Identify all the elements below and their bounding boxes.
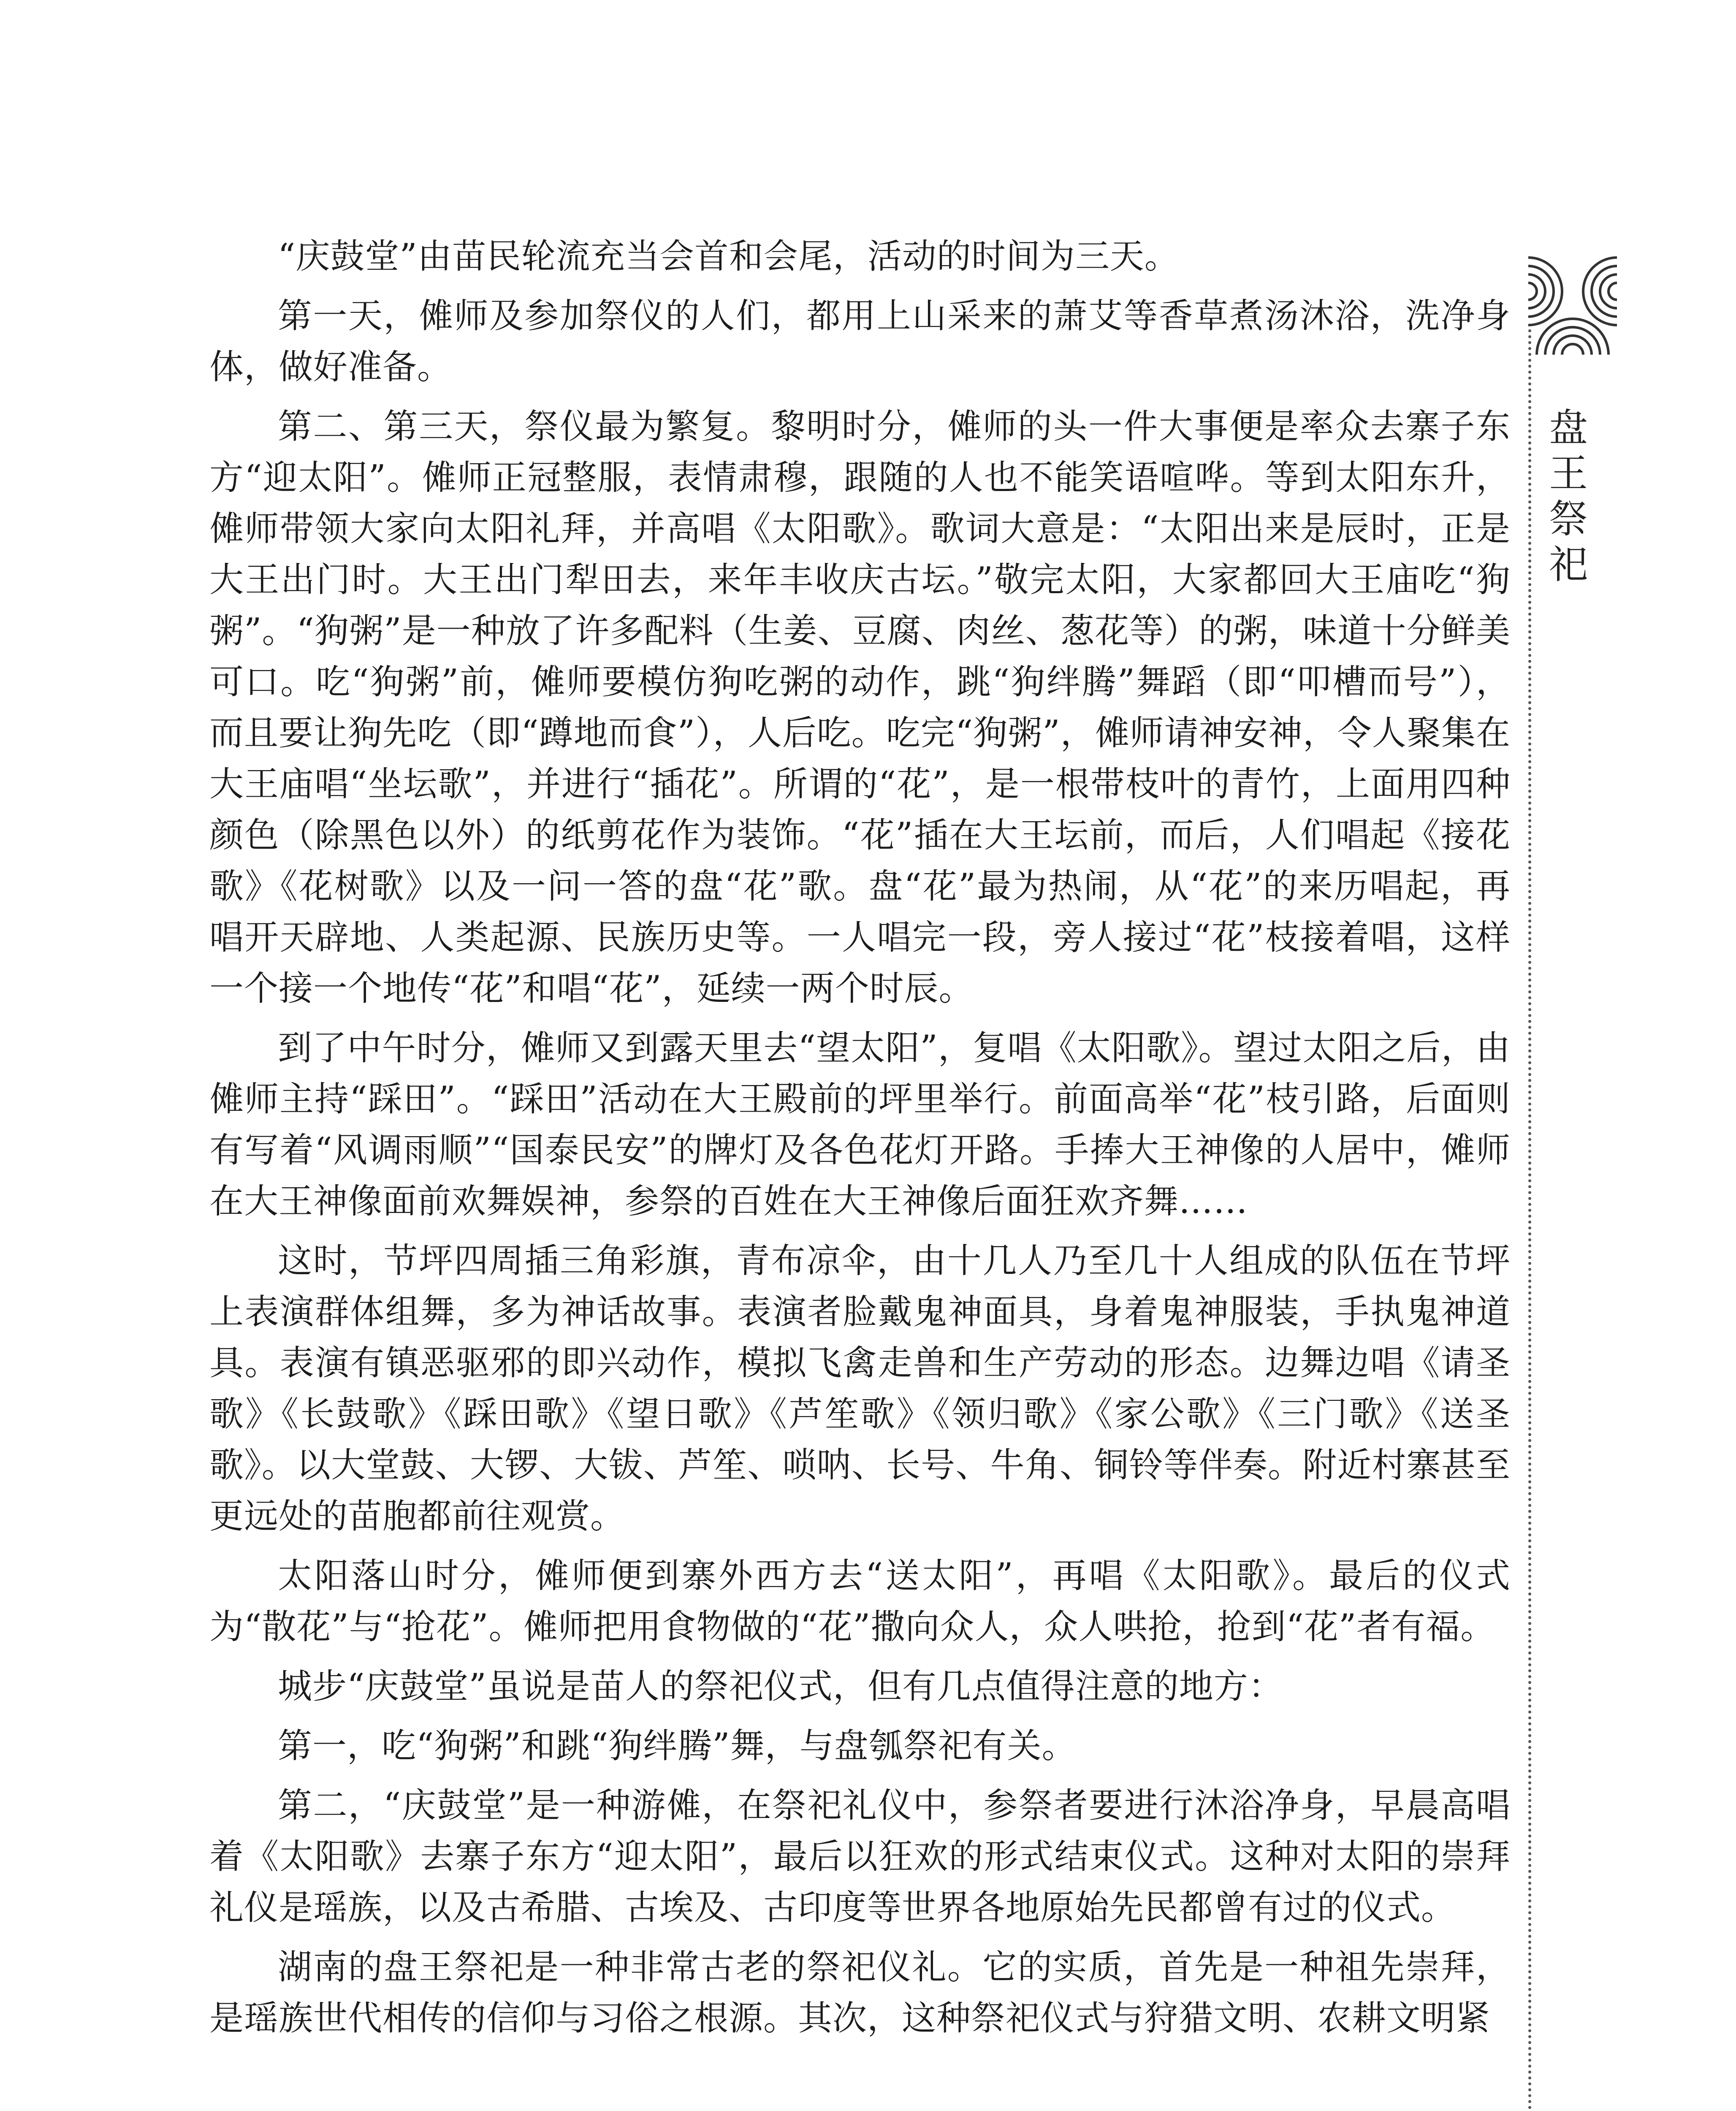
paragraph-6: 太阳落山时分，傩师便到寨外西方去“送太阳”，再唱《太阳歌》。最后的仪式为“散花”与“抢花”。傩师把用食物做的“花”撒向众人，众人哄抢，抢到“花”者有福。 <box>209 1556 1511 1647</box>
paragraph-3: 第二、第三天，祭仪最为繁复。黎明时分，傩师的头一件大事便是率众去寨子东方“迎太阳”。傩师正冠整服，表情肃穆，跟随的人也不能笑语喧哗。等到太阳东升，傩师带领大家向太阳礼拜，并高唱《太阳歌》。歌词大意是：“太阳出来是辰时，正是大王出门时。大王出门犁田去，来年丰收庆古坛。”敬完太阳，大家都回大王庙吃“狗粥”。“狗粥”是一种放了许多配料（生姜、豆腐、肉丝、葱花等）的粥，味道十分鲜美可口。吃“狗粥”前，傩师要模仿狗吃粥的动作，跳“狗绊腾”舞蹈（即“叩槽而号”），而且要让狗先吃（即“蹲地而食”），人后吃。吃完“狗粥”，傩师请神安神，令人聚集在大王庙唱“坐坛歌”，并进行“插花”。所谓的“花”，是一根带枝叶的青竹，上面用四种颜色（除黑色以外）的纸剪花作为装饰。“花”插在大王坛前，而后，人们唱起《接花歌》《花树歌》以及一问一答的盘“花”歌。盘“花”最为热闹，从“花”的来历唱起，再唱开天辟地、人类起源、民族历史等。一人唱完一段，旁人接过“花”枝接着唱，这样一个接一个地传“花”和唱“花”，延续一两个时辰。 <box>209 407 1511 1009</box>
paragraph-8: 第一，吃“狗粥”和跳“狗绊腾”舞，与盘瓠祭祀有关。 <box>278 1726 1077 1766</box>
paragraph-1: “庆鼓堂”由苗民轮流充当会首和会尾，活动的时间为三天。 <box>278 237 1179 277</box>
paragraph-4: 到了中午时分，傩师又到露天里去“望太阳”，复唱《太阳歌》。望过太阳之后，由傩师主持“踩田”。“踩田”活动在大王殿前的坪里举行。前面高举“花”枝引路，后面则有写着“风调雨顺”“国泰民安”的牌灯及各色花灯开路。手捧大王神像的人居中，傩师在大王神像面前欢舞娱神，参祭的百姓在大王神像后面狂欢齐舞…… <box>209 1028 1511 1221</box>
paragraph-10: 湖南的盘王祭祀是一种非常古老的祭祀仪礼。它的实质，首先是一种祖先崇拜，是瑶族世代相传的信仰与习俗之根源。其次，这种祭祀仪式与狩猎文明、农耕文明紧 <box>209 1948 1511 2038</box>
margin-dotted-rule <box>1528 329 1531 2111</box>
body-text <box>209 231 1511 2044</box>
paragraph-9: 第二，“庆鼓堂”是一种游傩，在祭祀礼仪中，参祭者要进行沐浴净身，早晨高唱着《太阳歌》去寨子东方“迎太阳”，最后以狂欢的形式结束仪式。这种对太阳的崇拜礼仪是瑶族，以及古希腊、古埃及、古印度等世界各地原始先民都曾有过的仪式。 <box>209 1786 1511 1928</box>
paragraph-2: 第一天，傩师及参加祭仪的人们，都用上山采来的萧艾等香草煮汤沐浴，洗净身体，做好准备。 <box>209 296 1511 387</box>
running-section-title: 盘王祭祀 <box>1549 405 1588 587</box>
paragraph-5: 这时，节坪四周插三角彩旗，青布凉伞，由十几人乃至几十人组成的队伍在节坪上表演群体组舞，多为神话故事。表演者脸戴鬼神面具，身着鬼神服装，手执鬼神道具。表演有镇恶驱邪的即兴动作，模拟飞禽走兽和生产劳动的形态。边舞边唱《请圣歌》《长鼓歌》《踩田歌》《望日歌》《芦笙歌》《领归歌》《家公歌》《三门歌》《送圣歌》。以大堂鼓、大锣、大钹、芦笙、唢呐、长号、牛角、铜铃等伴奏。附近村寨甚至更远处的苗胞都前往观赏。 <box>209 1241 1511 1536</box>
spiral-ornament-icon <box>1520 249 1625 359</box>
paragraph-7: 城步“庆鼓堂”虽说是苗人的祭祀仪式，但有几点值得注意的地方： <box>278 1667 1283 1707</box>
